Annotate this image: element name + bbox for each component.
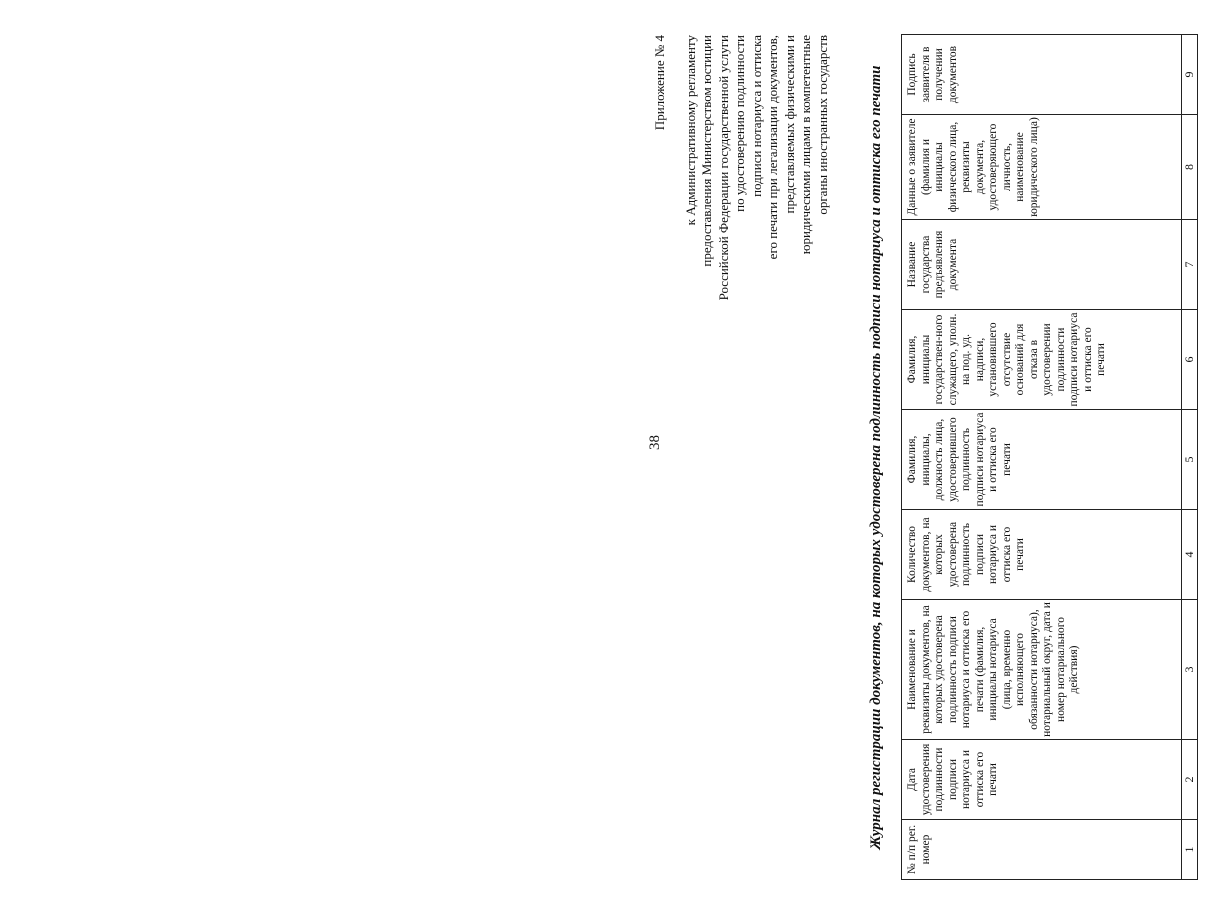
column-header-date: Дата удостоверения подлинности подписи нотариуса и оттиска его печати xyxy=(902,740,1182,820)
column-number: 7 xyxy=(1182,220,1198,310)
column-header-number: № п/п рег. номер xyxy=(902,820,1182,880)
column-header-signature: Подпись заявителя в получении документов xyxy=(902,35,1182,115)
header-row xyxy=(902,35,1182,880)
appendix-line: юридическими лицами в компетентные xyxy=(798,35,813,255)
column-header-official: Фамилия, инициалы государствен-ного служащего, уполн. на под. уд. надписи, установившего отсутствие оснований для отказа в удостоверении подлинности подписи нотариуса и оттиска его печати xyxy=(902,310,1182,410)
appendix-line: подписи нотариуса и оттиска xyxy=(748,35,764,197)
column-number-row xyxy=(1182,35,1198,880)
appendix-line: органы иностранных государств xyxy=(814,35,830,215)
appendix-line: представляемых физическими и xyxy=(781,35,797,214)
appendix-header xyxy=(652,35,831,455)
appendix-line: Российской Федерации государственной услуги xyxy=(715,35,731,301)
column-number: 4 xyxy=(1182,510,1198,600)
appendix-line: к Административному регламенту xyxy=(682,35,698,226)
column-number: 2 xyxy=(1182,740,1198,820)
document-page xyxy=(612,35,1212,880)
column-number: 8 xyxy=(1182,115,1198,220)
column-number: 9 xyxy=(1182,35,1198,115)
appendix-title: Приложение № 4 xyxy=(652,35,667,131)
column-header-applicant: Данные о заявителе (фамилия и инициалы физического лица, реквизиты документа, удостоверяющего личность, наименование юридического лица) xyxy=(902,115,1182,220)
column-number: 3 xyxy=(1182,600,1198,740)
journal-title: Журнал регистрации документов, на которых удостоверена подлинность подписи нотариуса и оттиска его печати xyxy=(868,65,884,850)
journal-table xyxy=(901,34,1198,880)
column-number: 5 xyxy=(1182,410,1198,510)
column-header-certifier: Фамилия, инициалы, должность лица, удостоверившего подлинность подписи нотариуса и оттиска его печати xyxy=(902,410,1182,510)
column-header-documents: Наименование и реквизиты документов, на которых удостоверена подлинность подписи нотариуса и оттиска его печати (фамилия, инициалы нотариуса (лица, временно исполняющего обязанности нотариуса), нотариальный округ, дата и номер нотариального действия) xyxy=(902,600,1182,740)
column-header-country: Название государства предъявления документа xyxy=(902,220,1182,310)
page-number: 38 xyxy=(647,435,663,450)
appendix-line: предоставления Министерством юстиции xyxy=(699,35,714,267)
appendix-line: по удостоверению подлинности xyxy=(732,35,747,212)
column-number: 1 xyxy=(1182,820,1198,880)
column-number: 6 xyxy=(1182,310,1198,410)
appendix-line: его печати при легализации документов, xyxy=(765,35,780,260)
column-header-count: Количество документов, на которых удостоверена подлинность подписи нотариуса и оттиска его печати xyxy=(902,510,1182,600)
